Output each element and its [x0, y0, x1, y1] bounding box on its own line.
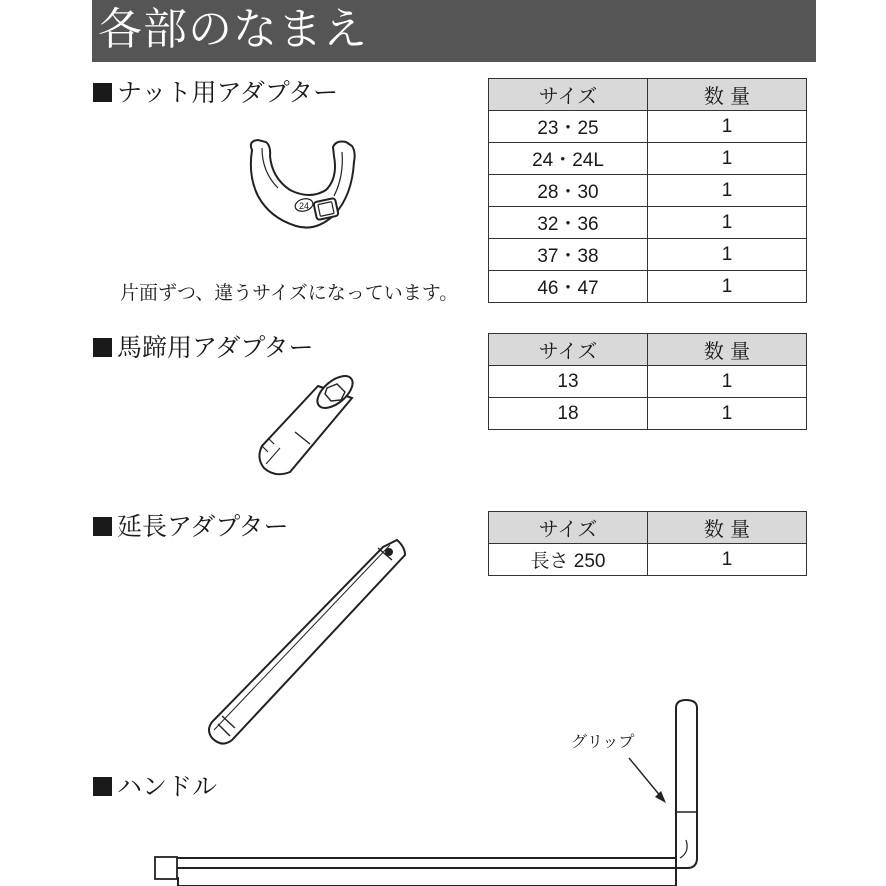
- size-cell: 13: [489, 366, 648, 398]
- hoof-adapter-illustration: [259, 370, 358, 474]
- size-cell: 18: [489, 398, 648, 430]
- grip-label: グリップ: [571, 732, 635, 751]
- qty-cell: 1: [648, 544, 807, 576]
- extension-adapter-illustration: [209, 540, 405, 744]
- size-cell: 23・25: [489, 111, 648, 143]
- size-header: サイズ: [489, 334, 648, 366]
- size-cell: 長さ 250: [489, 544, 648, 576]
- qty-header: 数 量: [648, 334, 807, 366]
- page-title: 各部のなまえ: [98, 4, 368, 55]
- adapter-size-label: 24: [298, 201, 310, 211]
- handle-heading: ハンドル: [93, 772, 217, 802]
- qty-cell: 1: [648, 366, 807, 398]
- qty-cell: 1: [648, 239, 807, 271]
- qty-header: 数 量: [648, 512, 807, 544]
- qty-header: 数 量: [648, 79, 807, 111]
- hoof-adapter-heading: 馬蹄用アダプター: [93, 333, 314, 363]
- grip-callout-arrow: [629, 758, 666, 803]
- size-cell: 24・24L: [489, 143, 648, 175]
- nut-adapter-illustration: [251, 140, 355, 228]
- size-cell: 32・36: [489, 207, 648, 239]
- nut-adapter-note: 片面ずつ、違うサイズになっています。: [120, 282, 459, 304]
- qty-cell: 1: [648, 398, 807, 430]
- size-cell: 28・30: [489, 175, 648, 207]
- qty-cell: 1: [648, 143, 807, 175]
- size-header: サイズ: [489, 512, 648, 544]
- qty-cell: 1: [648, 271, 807, 303]
- qty-cell: 1: [648, 175, 807, 207]
- size-cell: 46・47: [489, 271, 648, 303]
- nut-adapter-heading: ナット用アダプター: [93, 78, 338, 108]
- size-header: サイズ: [489, 79, 648, 111]
- qty-cell: 1: [648, 111, 807, 143]
- qty-cell: 1: [648, 207, 807, 239]
- size-cell: 37・38: [489, 239, 648, 271]
- extension-adapter-heading: 延長アダプター: [93, 512, 289, 542]
